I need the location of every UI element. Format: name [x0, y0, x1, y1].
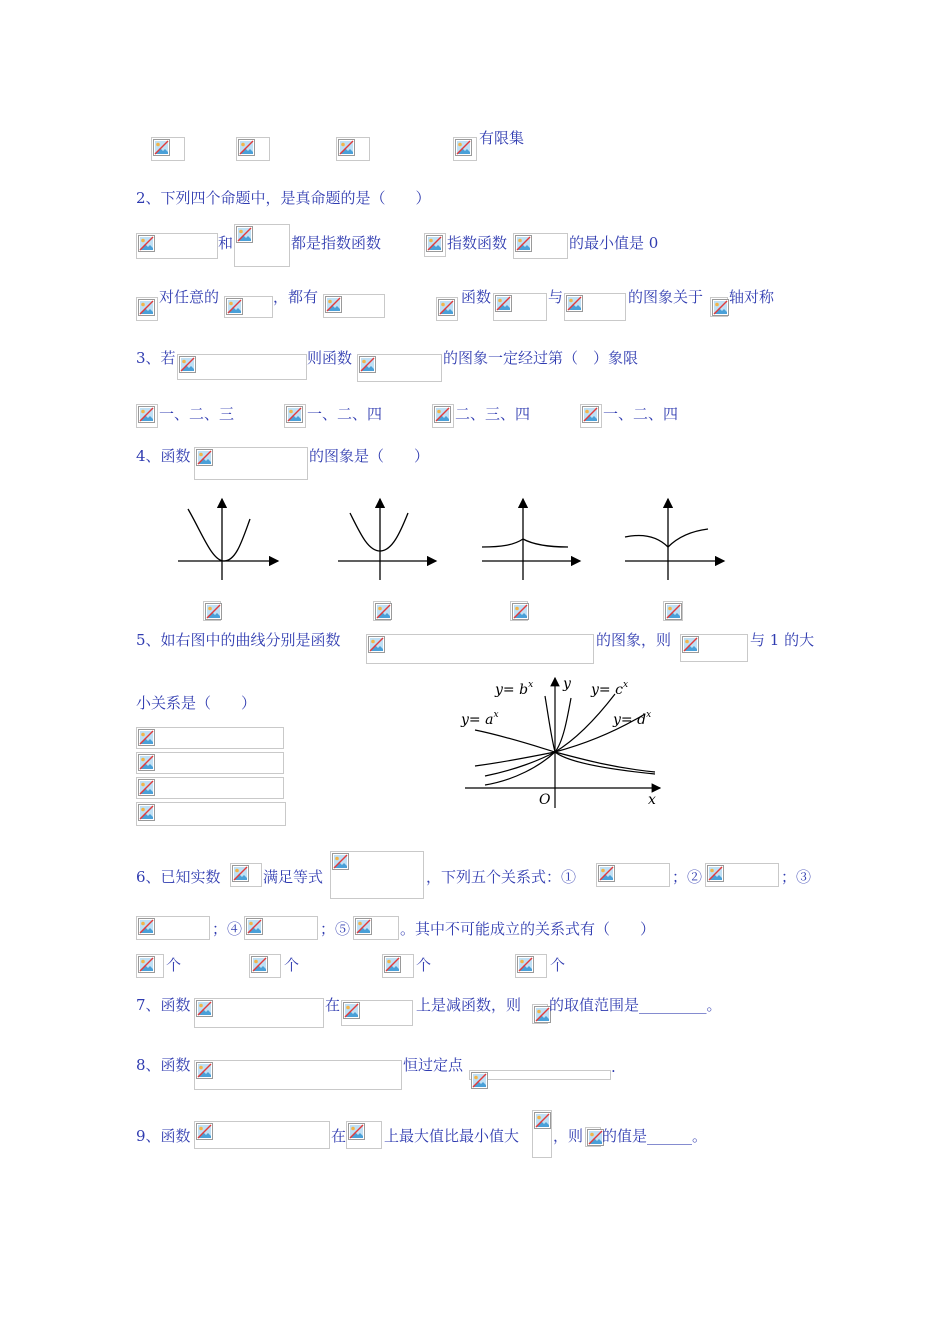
q7-stem-b: 在 [325, 996, 341, 1014]
q5-curve-c2 [485, 694, 615, 776]
q3-option-c-text: 二、三、四 [455, 405, 531, 423]
q2-option-d-image3 [564, 293, 626, 321]
q3-option-c-image [432, 404, 454, 428]
q3-option-a-image [136, 404, 158, 428]
q1-option-d-text: 有限集 [479, 129, 525, 147]
q2-option-b-image [424, 233, 446, 257]
q2-option-b-text: 指数函数 [447, 234, 508, 252]
broken-image-icon [665, 603, 682, 620]
q5-option-d-image [136, 802, 286, 826]
broken-image-icon [338, 139, 355, 156]
broken-image-icon [517, 956, 534, 973]
q2-option-d-image4 [710, 297, 728, 317]
broken-image-icon [434, 406, 451, 423]
q7-interval-image [341, 1000, 413, 1026]
q5-option-c-image [136, 777, 284, 799]
q3-option-b-image [284, 404, 306, 428]
q2-option-d-text4: 轴对称 [729, 288, 775, 306]
q5-label-d: $y= d^x$ [613, 710, 652, 728]
q9-stem-e: 的值是______。 [602, 1127, 708, 1145]
broken-image-icon [515, 235, 532, 252]
broken-image-icon [712, 299, 729, 316]
broken-image-icon [707, 865, 724, 882]
broken-image-icon [426, 235, 443, 252]
broken-image-icon [598, 865, 615, 882]
q4-graph-c [482, 499, 580, 580]
broken-image-icon [455, 139, 472, 156]
q2-option-a-text: 都是指数函数 [291, 234, 382, 252]
q2-stem: 2、下列四个命题中，是真命题的是（ ） [136, 189, 431, 207]
q5-curve-c [545, 696, 655, 774]
broken-image-icon [359, 356, 376, 373]
q2-option-d-image2 [493, 293, 547, 321]
broken-image-icon [138, 956, 155, 973]
q7-function-image [194, 998, 324, 1028]
q6-stem-b: 满足等式 [263, 868, 324, 886]
broken-image-icon [251, 956, 268, 973]
broken-image-icon [232, 865, 249, 882]
broken-image-icon [471, 1072, 488, 1089]
broken-image-icon [226, 298, 243, 315]
broken-image-icon [196, 449, 213, 466]
q9-difference-image [532, 1110, 552, 1158]
q6-marker-5: ；⑤ [320, 920, 351, 938]
broken-image-icon [375, 603, 392, 620]
q9-function-image [194, 1121, 330, 1149]
broken-image-icon [138, 754, 155, 771]
q5-x-axis-label: x [648, 792, 656, 808]
q6-marker-4: ；④ [212, 920, 243, 938]
broken-image-icon [138, 299, 155, 316]
q5-stem-c: 与 1 的大 [750, 631, 815, 649]
broken-image-icon [534, 1112, 551, 1129]
broken-image-icon [368, 636, 385, 653]
q8-tail: . [611, 1058, 616, 1076]
q7-stem-c: 上是减函数，则 [416, 996, 522, 1014]
q5-variables-image [680, 634, 748, 662]
q5-curve-a [475, 730, 655, 772]
q4-label-c-image [510, 601, 528, 621]
q9-stem-a: 9、函数 [136, 1127, 191, 1145]
broken-image-icon [138, 804, 155, 821]
q6-stem-a: 6、已知实数 [136, 868, 221, 886]
broken-image-icon [138, 235, 155, 252]
broken-image-icon [236, 226, 253, 243]
q6-relation-5-image [353, 916, 399, 940]
q4-graph-a [178, 499, 278, 580]
q3-function-image [357, 354, 442, 382]
q2-option-d-image [436, 297, 458, 321]
q4-graph-options [170, 495, 740, 580]
q1-option-a-image [151, 137, 185, 161]
broken-image-icon [495, 295, 512, 312]
broken-image-icon [196, 1123, 213, 1140]
q2-option-c-text1: 对任意的 [159, 288, 220, 306]
q9-variable-image [585, 1127, 601, 1147]
q3-option-a-text: 一、二、三 [159, 405, 235, 423]
q5-label-b: $y= b^x$ [495, 680, 534, 698]
q6-marker-2: ；② [672, 868, 703, 886]
q9-stem-b: 在 [331, 1127, 347, 1145]
q2-option-a-and: 和 [218, 234, 234, 252]
q2-option-c-image [136, 297, 158, 321]
q2-option-b-text2: 的最小值是 0 [569, 234, 659, 252]
q2-option-c-image2 [224, 296, 273, 318]
q6-option-d-image [515, 954, 547, 978]
q6-option-c-image [382, 954, 414, 978]
q5-functions-image [366, 634, 594, 664]
q3-stem-a: 3、若 [136, 349, 176, 367]
broken-image-icon [438, 299, 455, 316]
q4-label-b-image [373, 601, 391, 621]
broken-image-icon [286, 406, 303, 423]
q5-exponential-figure [455, 670, 670, 810]
q6-option-c-unit: 个 [416, 956, 432, 974]
q5-stem-a: 5、如右图中的曲线分别是函数 [136, 631, 341, 649]
broken-image-icon [512, 603, 529, 620]
q6-relation-3-image [136, 916, 210, 940]
q2-option-b-image2 [513, 233, 568, 259]
q4-function-image [194, 447, 308, 480]
q1-option-c-image [336, 137, 370, 161]
q6-option-b-image [249, 954, 281, 978]
broken-image-icon [343, 1002, 360, 1019]
q7-stem-d: 的取值范围是_________。 [549, 996, 722, 1014]
q8-stem-b: 恒过定点 [403, 1056, 464, 1074]
q5-label-a: $y= a^x$ [461, 710, 499, 728]
q2-option-d-text2: 与 [548, 288, 564, 306]
broken-image-icon [246, 918, 263, 935]
q1-option-b-image [236, 137, 270, 161]
broken-image-icon [566, 295, 583, 312]
q3-condition-image [177, 354, 307, 380]
q6-option-a-image [136, 954, 164, 978]
broken-image-icon [332, 853, 349, 870]
q6-relation-1-image [596, 863, 670, 887]
q7-variable-image [532, 1004, 548, 1024]
broken-image-icon [682, 636, 699, 653]
broken-image-icon [196, 1062, 213, 1079]
q5-label-c: $y= c^x$ [591, 680, 629, 698]
q6-option-b-unit: 个 [284, 956, 300, 974]
q4-label-a-image [203, 601, 221, 621]
q3-option-b-text: 一、二、四 [307, 405, 383, 423]
q8-answer-blank-image [469, 1070, 611, 1080]
q6-marker-3: ；③ [781, 868, 812, 886]
q6-equation-image [330, 851, 424, 899]
q3-option-d-image [580, 404, 602, 428]
q9-interval-image [346, 1121, 382, 1149]
q5-stem-b: 的图象，则 [596, 631, 672, 649]
broken-image-icon [138, 918, 155, 935]
q8-function-image [194, 1060, 402, 1090]
q3-option-d-text: 一、二、四 [603, 405, 679, 423]
q4-stem-b: 的图象是（ ） [309, 447, 430, 465]
q5-option-b-image [136, 752, 284, 774]
q4-label-d-image [663, 601, 683, 621]
q4-stem-a: 4、函数 [136, 447, 191, 465]
q6-option-d-unit: 个 [550, 956, 566, 974]
q9-stem-c: 上最大值比最小值大 [384, 1127, 520, 1145]
broken-image-icon [138, 729, 155, 746]
broken-image-icon [325, 296, 342, 313]
q6-relation-4-image [244, 916, 318, 940]
broken-image-icon [238, 139, 255, 156]
q5-stem-d: 小关系是（ ） [136, 694, 257, 712]
q2-option-c-text2: ，都有 [273, 288, 319, 306]
broken-image-icon [196, 1000, 213, 1017]
q1-option-d-image [453, 137, 477, 161]
broken-image-icon [348, 1123, 365, 1140]
broken-image-icon [205, 603, 222, 620]
broken-image-icon [582, 406, 599, 423]
q6-tail: 。其中不可能成立的关系式有（ ） [400, 920, 656, 938]
q3-stem-c: 的图象一定经过第（ ）象限 [443, 349, 639, 367]
broken-image-icon [153, 139, 170, 156]
q9-stem-d: ，则 [553, 1127, 584, 1145]
broken-image-icon [138, 779, 155, 796]
q7-stem-a: 7、函数 [136, 996, 191, 1014]
q5-origin-label: O [539, 792, 551, 808]
q2-option-d-text1: 函数 [461, 288, 492, 306]
broken-image-icon [179, 356, 196, 373]
q8-stem-a: 8、函数 [136, 1056, 191, 1074]
broken-image-icon [384, 956, 401, 973]
q2-option-a-image [136, 233, 218, 259]
q2-option-d-text3: 的图象关于 [628, 288, 704, 306]
q2-option-a-image2 [234, 224, 290, 267]
q6-stem-c: ，下列五个关系式：① [426, 868, 577, 886]
q4-graph-d [625, 499, 724, 580]
q6-option-a-unit: 个 [166, 956, 182, 974]
broken-image-icon [138, 406, 155, 423]
q4-graph-b [338, 499, 436, 580]
q6-variables-image [230, 863, 262, 887]
q2-option-c-image3 [323, 294, 385, 318]
q5-y-axis-label: y [563, 676, 571, 692]
broken-image-icon [355, 918, 372, 935]
q5-option-a-image [136, 727, 284, 749]
q3-stem-b: 则函数 [307, 349, 353, 367]
q6-relation-2-image [705, 863, 779, 887]
